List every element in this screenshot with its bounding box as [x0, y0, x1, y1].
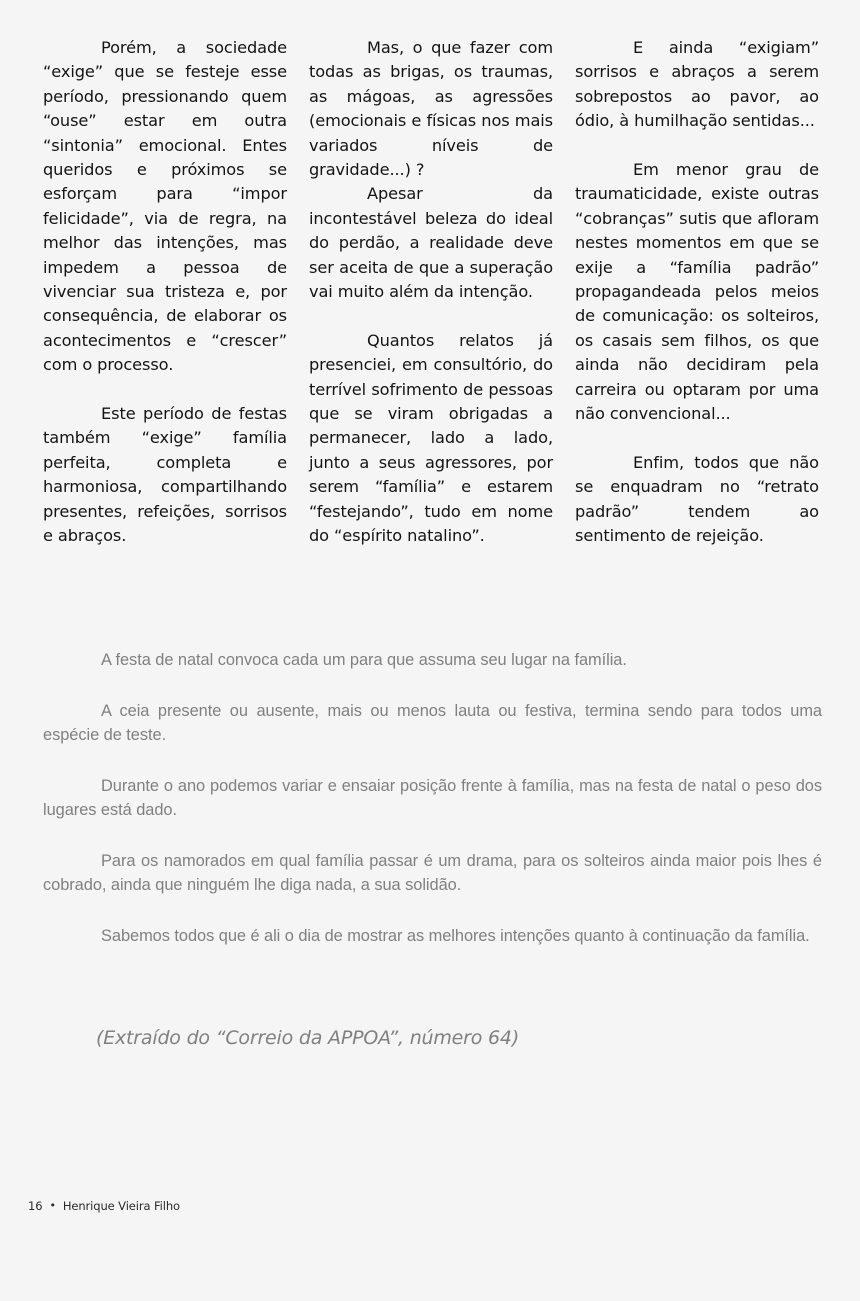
quoted-paragraph: Durante o ano podemos variar e ensaiar posição frente à família, mas na festa de natal o peso dos lugares está dado. — [43, 777, 822, 819]
text-column-1 — [43, 36, 287, 549]
quoted-paragraph: A festa de natal convoca cada um para que assuma seu lugar na família. — [101, 651, 627, 669]
text-column-3 — [575, 36, 819, 549]
paragraph: Enfim, todos que não se enquadram no “retrato padrão” tendem ao sentimento de rejeição. — [575, 452, 819, 546]
three-column-body — [43, 36, 819, 549]
paragraph: Porém, a sociedade “exige” que se festeje esse período, pressionando quem “ouse” estar em outra “sintonia” emocional. Entes queridos e próximos se esforçam para “impor felicidade”, via de regra, na melhor das intenções, mas impedem a pessoa de vivenciar sua tristeza e, por consequência, de elaborar os acontecimentos e “crescer” com o processo. — [43, 38, 287, 375]
text-column-2 — [309, 36, 553, 549]
paragraph: E ainda “exigiam” sorrisos e abraços a serem sobrepostos ao pavor, ao ódio, à humilhação sentidas... — [575, 38, 819, 131]
quoted-excerpt-block — [43, 648, 822, 948]
quoted-paragraph: A ceia presente ou ausente, mais ou menos lauta ou festiva, termina sendo para todos uma espécie de teste. — [43, 702, 822, 744]
source-attribution: (Extraído do “Correio da APPOA”, número 64) — [96, 1027, 520, 1049]
bullet-separator-icon: • — [49, 1199, 56, 1212]
paragraph: Quantos relatos já presenciei, em consultório, do terrível sofrimento de pessoas que se viram obrigadas a permanecer, lado a lado, junto a seus agressores, por serem “família” e estarem “festejando”, tudo em nome do “espírito natalino”. — [309, 330, 553, 546]
paragraph: Mas, o que fazer com todas as brigas, os traumas, as mágoas, as agressões (emocionais e físicas nos mais variados níveis de gravidade...) ? — [309, 38, 553, 180]
footer-author-name: Henrique Vieira Filho — [62, 1199, 180, 1213]
paragraph: Apesar da incontestável beleza do ideal do perdão, a realidade deve ser aceita de que a superação vai muito além da intenção. — [309, 184, 553, 302]
quoted-paragraph: Para os namorados em qual família passar é um drama, para os solteiros ainda maior pois lhes é cobrado, ainda que ninguém lhe diga nada, a sua solidão. — [43, 852, 822, 894]
paragraph: Este período de festas também “exige” família perfeita, completa e harmoniosa, compartilhando presentes, refeições, sorrisos e abraços. — [43, 404, 287, 546]
quoted-paragraph: Sabemos todos que é ali o dia de mostrar as melhores intenções quanto à continuação da família. — [101, 927, 810, 945]
page-footer — [28, 1198, 180, 1215]
paragraph: Em menor grau de traumaticidade, existe outras “cobranças” sutis que afloram nestes momentos em que se exije a “família padrão” propagandeada pelos meios de comunicação: os solteiros, os casais sem filhos, os que ainda não decidiram pela carreira ou optaram por uma não convencional... — [575, 160, 819, 424]
footer-page-number: 16 — [28, 1199, 43, 1213]
